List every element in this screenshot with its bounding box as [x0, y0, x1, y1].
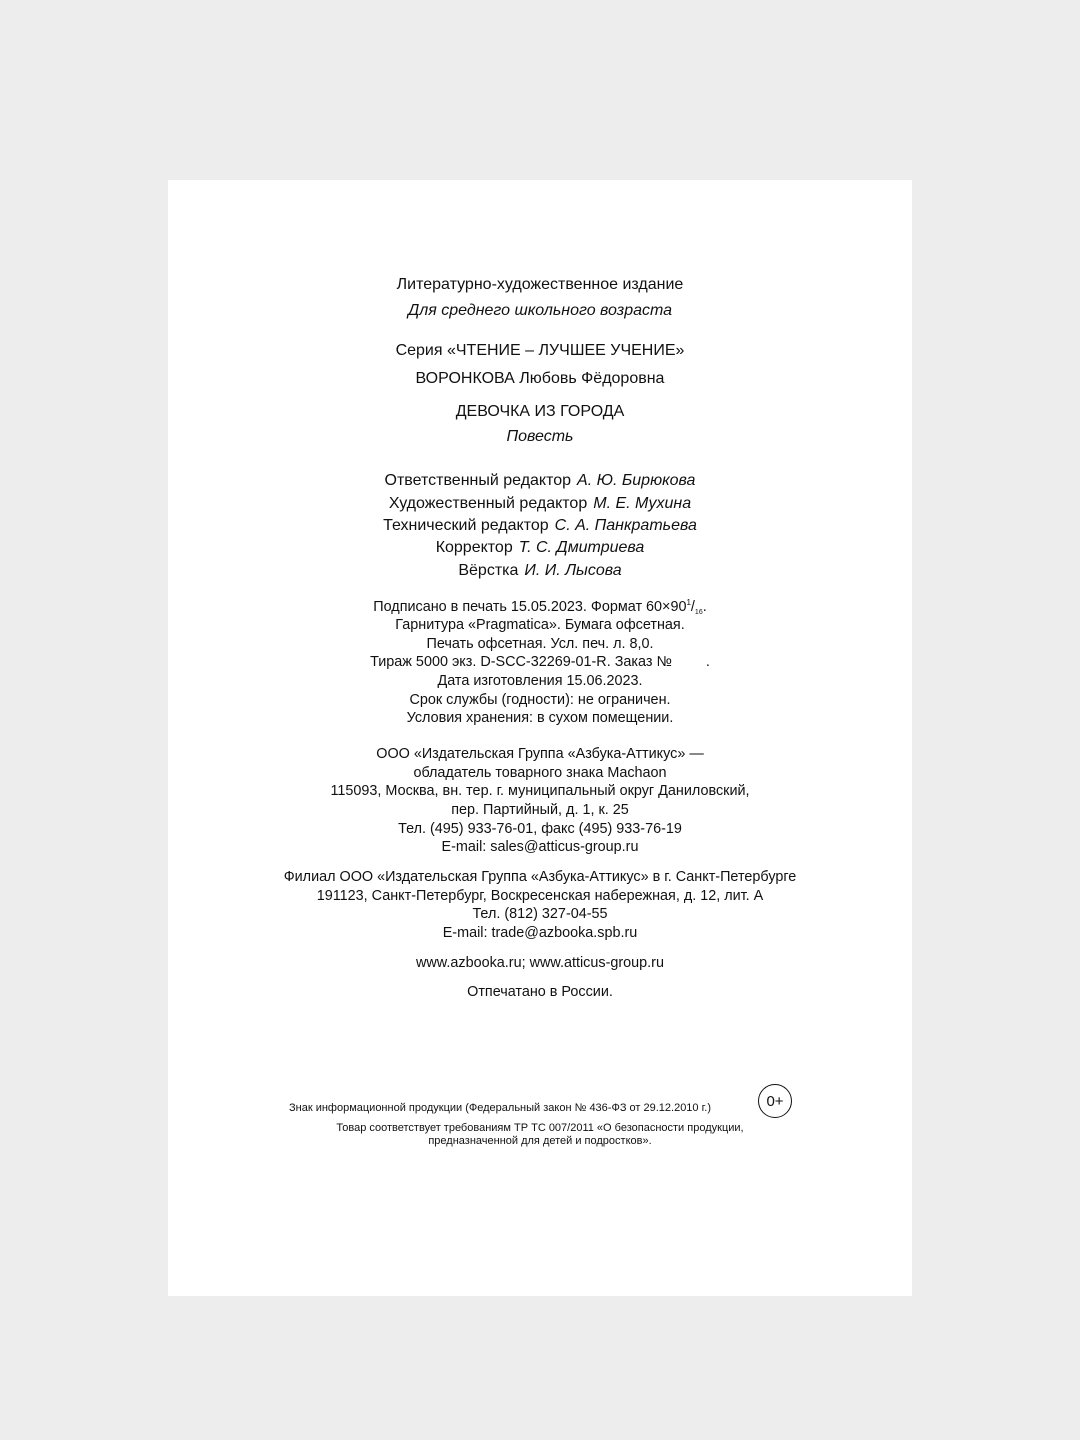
publisher-email: E-mail: sales@atticus-group.ru — [441, 839, 639, 855]
websites: www.azbooka.ru; www.atticus-group.ru — [416, 955, 664, 971]
editor-role: Технический редактор — [383, 517, 549, 534]
age-rating-badge: 0+ — [758, 1084, 792, 1118]
info-sign-text: Знак информационной продукции (Федеральный закон № 436-ФЗ от 29.12.2010 г.) — [288, 1102, 711, 1114]
print-signed-text: Подписано в печать 15.05.2023. Формат 60×90 — [373, 599, 687, 615]
editor-line — [168, 495, 912, 513]
format-slash: / — [690, 599, 695, 615]
age-group: Для среднего школьного возраста — [407, 302, 673, 319]
editor-role: Художественный редактор — [388, 495, 588, 512]
format-fraction — [686, 599, 702, 615]
book-imprint-page — [168, 180, 912, 1296]
editor-name: М. Е. Мухина — [593, 495, 692, 512]
branch-line: 191123, Санкт-Петербург, Воскресенская набережная, д. 12, лит. А — [316, 888, 764, 904]
format-numerator: 1 — [686, 598, 691, 607]
editor-name: Т. С. Дмитриева — [518, 539, 645, 556]
editor-line — [168, 562, 912, 580]
branch-line: Филиал ООО «Издательская Группа «Азбука-Аттикус» в г. Санкт-Петербурге — [283, 869, 797, 885]
editor-line — [168, 517, 912, 535]
publisher-line: обладатель товарного знака Machaon — [413, 765, 667, 781]
storage-conditions: Условия хранения: в сухом помещении. — [406, 710, 674, 726]
series: Серия «ЧТЕНИЕ – ЛУЧШЕЕ УЧЕНИЕ» — [395, 342, 685, 359]
print-signed — [168, 598, 912, 616]
branch-email: E-mail: trade@azbooka.spb.ru — [442, 925, 638, 941]
edition-type: Литературно-художественное издание — [396, 276, 684, 293]
printed-in: Отпечатано в России. — [467, 984, 613, 1000]
print-font: Гарнитура «Pragmatica». Бумага офсетная. — [395, 617, 685, 633]
shelf-life: Срок службы (годности): не ограничен. — [409, 692, 671, 708]
editor-role: Ответственный редактор — [384, 472, 572, 489]
editor-name: С. А. Панкратьева — [554, 517, 697, 534]
format-denominator: 16 — [694, 609, 703, 616]
editor-line — [168, 472, 912, 490]
compliance-line: Товар соответствует требованиям ТР ТС 007/2011 «О безопасности продукции, — [336, 1122, 744, 1134]
circulation-text: Тираж 5000 экз. D-SCC-32269-01-R. Заказ № — [370, 654, 672, 670]
publisher-phone: Тел. (495) 933-76-01, факс (495) 933-76-19 — [398, 821, 682, 837]
publisher-line: ООО «Издательская Группа «Азбука-Аттикус» — — [376, 746, 704, 762]
editor-line — [168, 539, 912, 557]
print-circulation — [168, 654, 912, 670]
editor-role: Корректор — [435, 539, 513, 556]
branch-phone: Тел. (812) 327-04-55 — [472, 906, 608, 922]
format-end: . — [702, 599, 707, 615]
compliance-line: предназначенной для детей и подростков». — [428, 1135, 652, 1147]
book-title: ДЕВОЧКА ИЗ ГОРОДА — [455, 403, 625, 420]
publisher-line: пер. Партийный, д. 1, к. 25 — [451, 802, 629, 818]
author: ВОРОНКОВА Любовь Фёдоровна — [415, 370, 665, 387]
editor-name: И. И. Лысова — [524, 562, 622, 579]
print-method: Печать офсетная. Усл. печ. л. 8,0. — [426, 636, 654, 652]
circulation-end: . — [705, 654, 710, 670]
editor-name: А. Ю. Бирюкова — [577, 472, 696, 489]
publisher-line: 115093, Москва, вн. тер. г. муниципальный округ Даниловский, — [330, 783, 750, 799]
manufacture-date: Дата изготовления 15.06.2023. — [437, 673, 643, 689]
genre: Повесть — [506, 428, 574, 445]
editor-role: Вёрстка — [458, 562, 519, 579]
